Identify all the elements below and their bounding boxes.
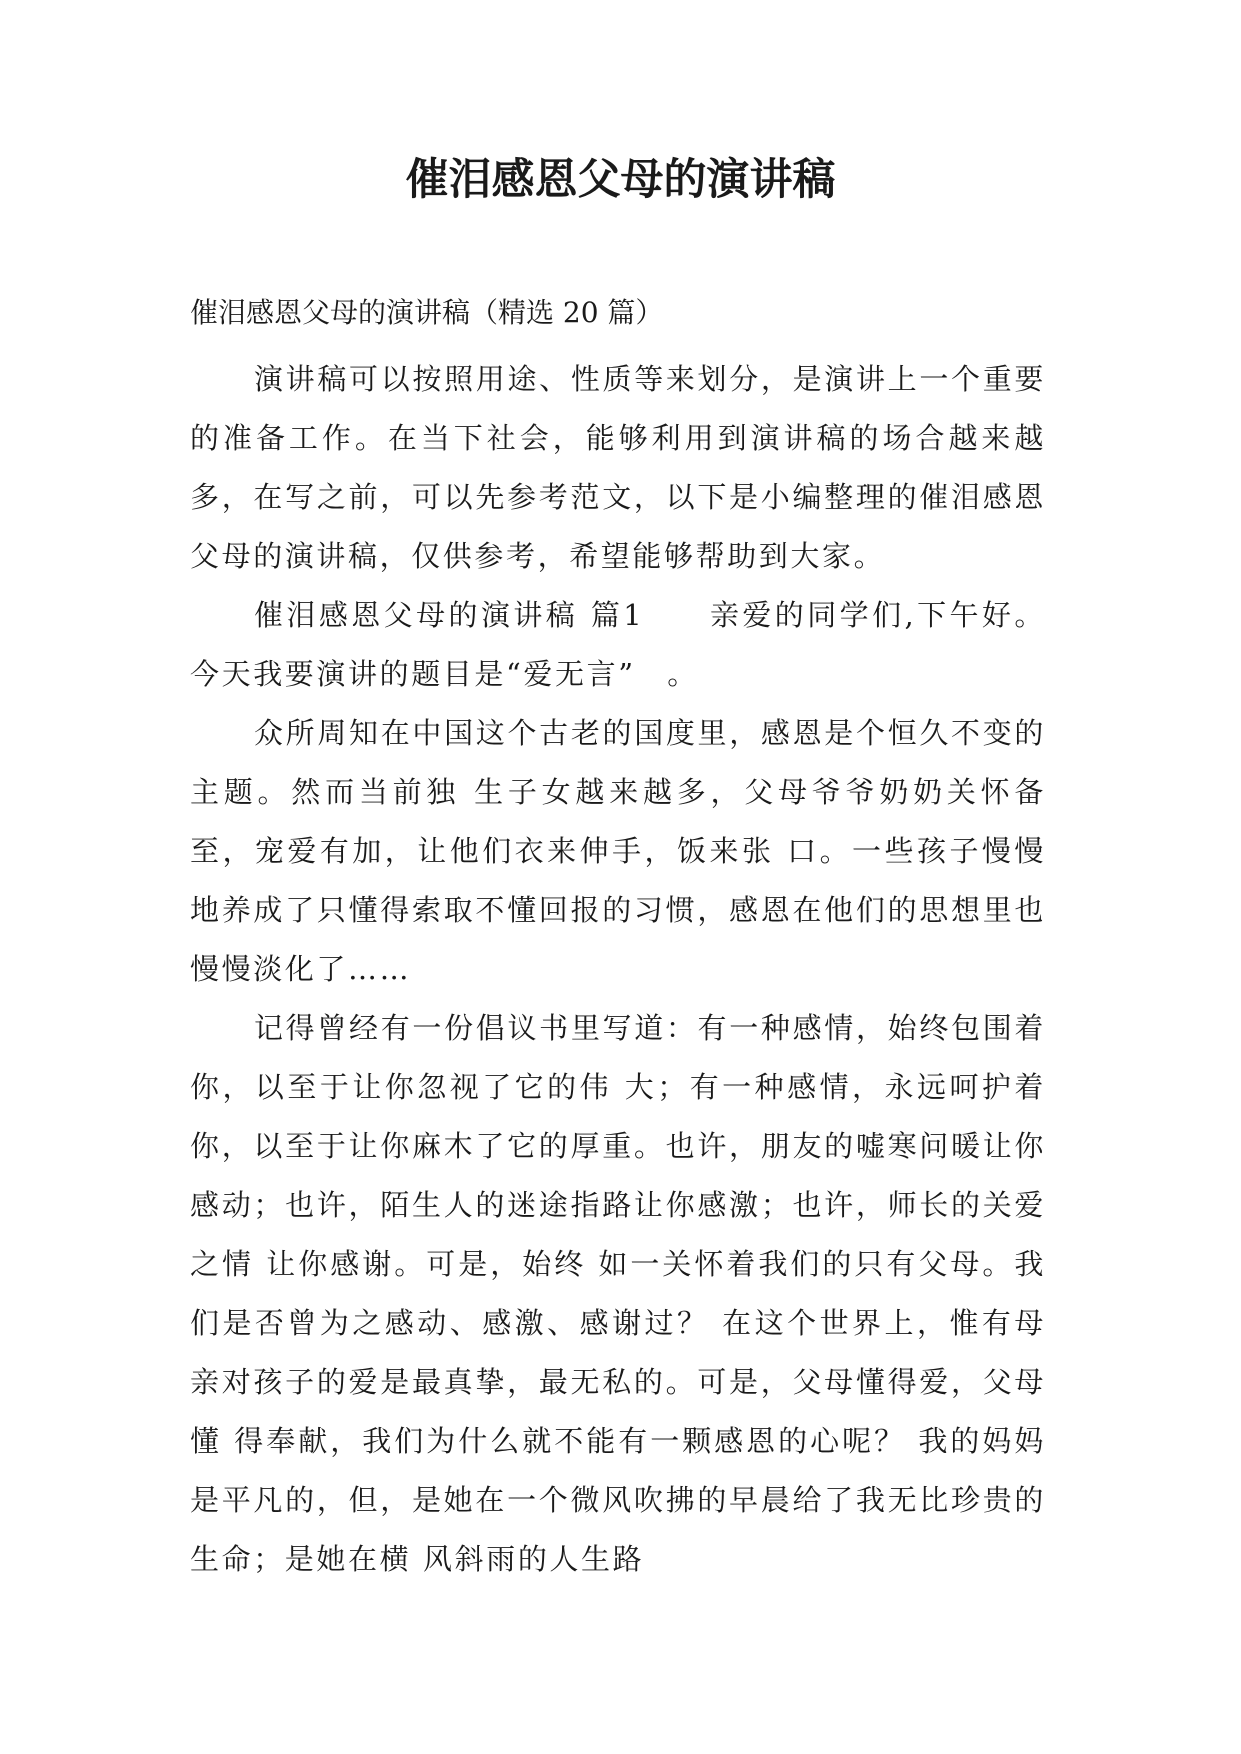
document-subtitle: 催泪感恩父母的演讲稿（精选 20 篇） [190,296,664,329]
paragraph-part1-opening: 催泪感恩父母的演讲稿 篇1 亲爱的同学们,下午好。今天我要演讲的题目是“爱无言” 。 [190,598,1046,691]
paragraph-intro: 演讲稿可以按照用途、性质等来划分，是演讲上一个重要的准备工作。在当下社会，能够利用到演讲稿的场合越来越多，在写之前，可以先参考范文，以下是小编整理的催泪感恩父母的演讲稿，仅供参考，希望能够帮助到大家。 [190,362,1046,573]
document-title: 催泪感恩父母的演讲稿 [405,155,836,205]
paragraph-proposal-letter: 记得曾经有一份倡议书里写道：有一种感情，始终包围着你，以至于让你忽视了它的伟 大；有一种感情，永远呵护着你，以至于让你麻木了它的厚重。也许，朋友的嘘寒问暖让你 感动；也许，陌生人的迷途指路让你感激；也许，师长的关爱之情 让你感谢。可是，始终 如一关怀着我们的只有父母。我们是否曾为之感动、感激、感谢过？ 在这个世界上，惟有母亲对孩子的爱是最真挚，最无私的。可是，父母懂得爱，父母懂 得奉献，我们为什么就不能有一颗感恩的心呢？ 我的妈妈是平凡的，但，是她在一个微风吹拂的早晨给了我无比珍贵的生命；是她在横 风斜雨的人生路 [190,1011,1046,1576]
paragraph-gratitude-theme: 众所周知在中国这个古老的国度里，感恩是个恒久不变的主题。然而当前独 生子女越来越多，父母爷爷奶奶关怀备至，宠爱有加，让他们衣来伸手，饭来张 口。一些孩子慢慢地养成了只懂得索取不懂回报的习惯，感恩在他们的思想里也 慢慢淡化了…… [190,716,1046,986]
document-body [190,350,1046,1589]
